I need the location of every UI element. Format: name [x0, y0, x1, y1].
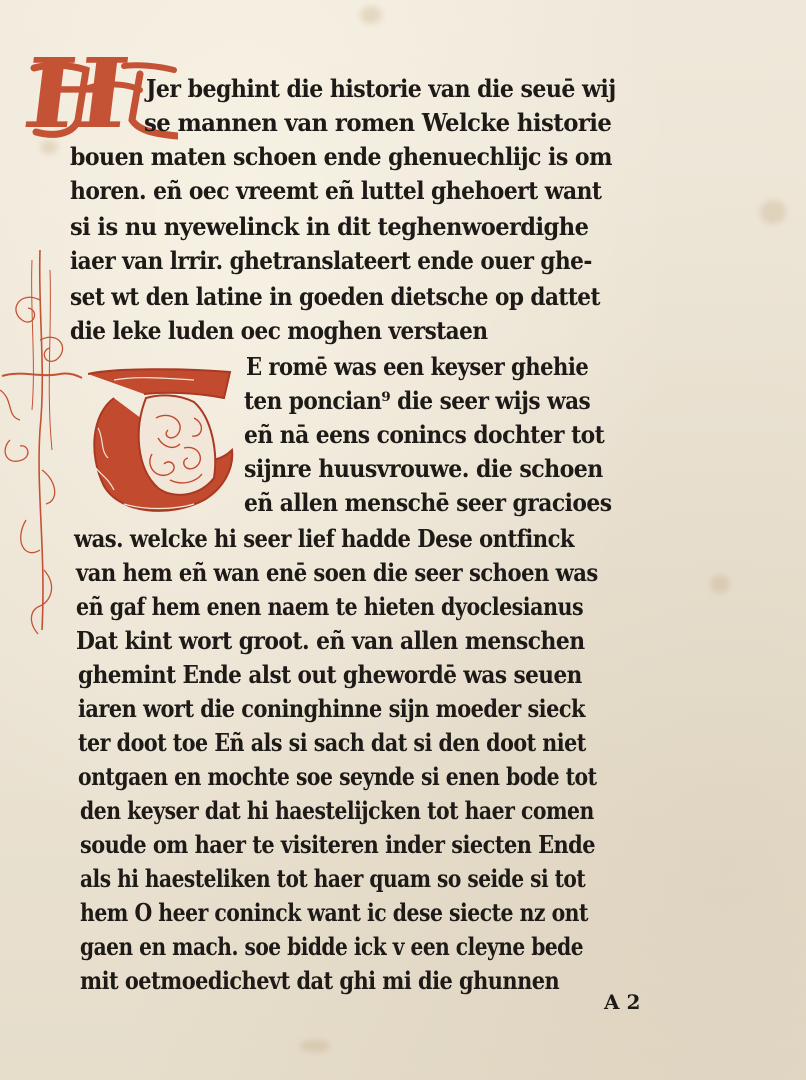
text-line-2: se mannen van romen Welcke historie	[144, 108, 612, 137]
text-line-26: gaen en mach. soe bidde ick v een cleyne bede	[80, 932, 584, 961]
text-line-17: Dat kint wort groot. eñ van allen menschen	[76, 626, 585, 655]
text-line-19: iaren wort die coninghinne sijn moeder sieck	[78, 694, 586, 723]
text-line-23: soude om haer te visiteren inder siecten Ende	[80, 830, 596, 859]
signature-mark: A 2	[604, 990, 641, 1014]
text-line-14: was. welcke hi seer lief hadde Dese ontfinck	[74, 524, 575, 553]
text-line-10: ten poncian⁹ die seer wijs was	[244, 386, 591, 415]
text-line-5: si is nu nyewelinck in dit teghenwoerdighe	[70, 212, 589, 241]
text-line-18: ghemint Ende alst out ghewordē was seuen	[78, 660, 582, 689]
text-line-16: eñ gaf hem enen naem te hieten dyoclesianus	[76, 592, 584, 621]
text-line-3: bouen maten schoen ende ghenuechlijc is om	[70, 142, 612, 171]
initial-t-box	[74, 358, 240, 520]
text-line-11: eñ nā eens conincs dochter tot	[244, 420, 605, 449]
text-line-20: ter doot toe Eñ als si sach dat si den doot niet	[78, 728, 586, 757]
text-line-1: Jer beghint die historie van die seuē wij	[146, 74, 616, 103]
text-line-24: als hi haesteliken tot haer quam so seide si tot	[80, 864, 586, 893]
text-line-12: sijnre huusvrouwe. die schoen	[244, 454, 603, 483]
text-line-22: den keyser dat hi haestelijcken tot haer comen	[80, 796, 594, 825]
text-line-4: horen. eñ oec vreemt eñ luttel ghehoert want	[70, 176, 602, 205]
text-line-27: mit oetmoedichevt dat ghi mi die ghunnen	[80, 966, 560, 995]
text-line-9: E romē was een keyser ghehie	[246, 352, 589, 381]
initial-h: H	[17, 37, 136, 150]
text-line-25: hem O heer coninck want ic dese siecte nz ont	[80, 898, 588, 927]
text-line-13: eñ allen menschē seer gracioes	[244, 488, 612, 517]
text-line-6: iaer van lrrir. ghetranslateert ende ouer ghe-	[70, 246, 592, 275]
text-line-21: ontgaen en mochte soe seynde si enen bode tot	[78, 762, 597, 791]
text-line-7: set wt den latine in goeden dietsche op dattet	[70, 282, 600, 311]
text-line-8: die leke luden oec moghen verstaen	[70, 316, 488, 345]
text-line-15: van hem eñ wan enē soen die seer schoen was	[76, 558, 598, 587]
